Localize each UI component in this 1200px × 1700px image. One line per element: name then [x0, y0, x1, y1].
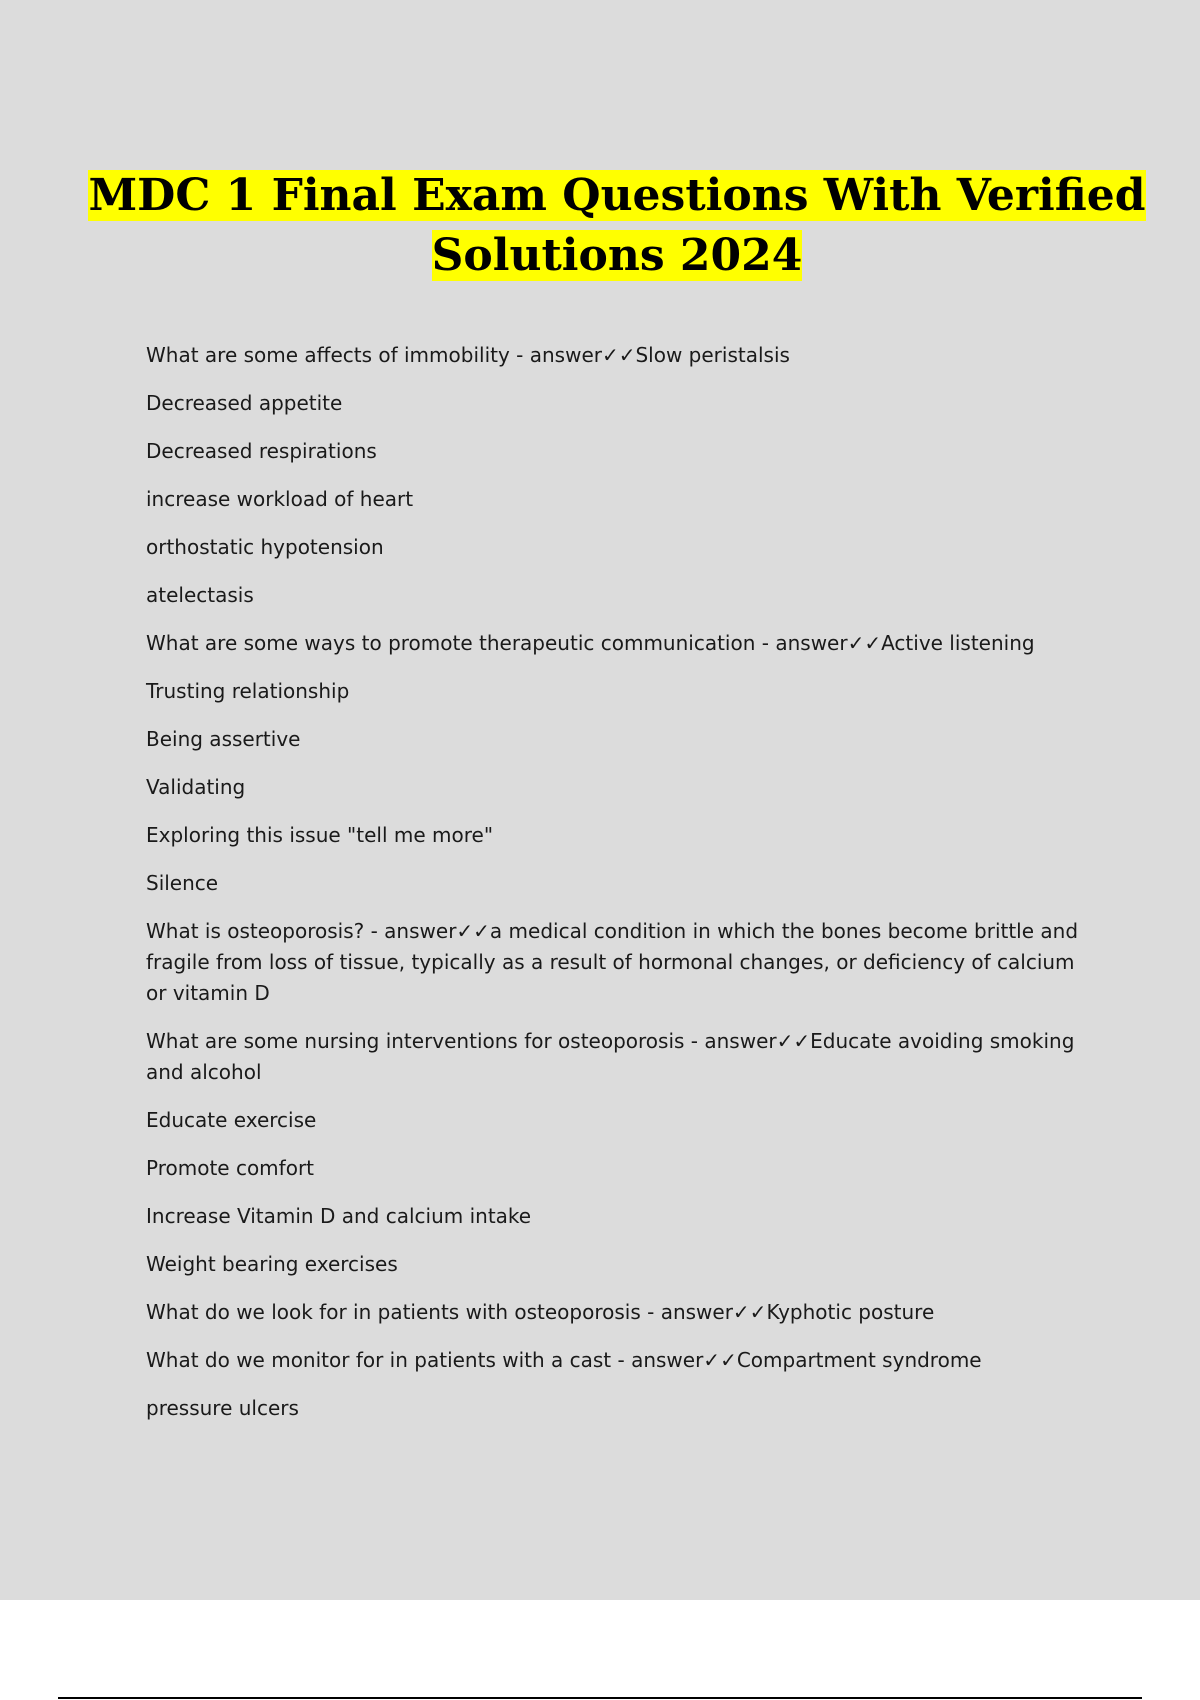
body-line: Exploring this issue "tell me more" [146, 823, 494, 847]
body-line: Weight bearing exercises [146, 1252, 398, 1276]
body-line: What is osteoporosis? - answer✓✓a medical condition in which the bones become brittle and fragile from loss of tissue, typically as a result of hormonal changes, or deficiency of calcium or vitamin D [146, 919, 1079, 1005]
body-line: What do we monitor for in patients with a cast - answer✓✓Compartment syndrome [146, 1348, 982, 1372]
body-line: Increase Vitamin D and calcium intake [146, 1204, 532, 1228]
body-line: Silence [146, 871, 219, 895]
title-line-1: MDC 1 Final Exam Questions With Verified [88, 170, 1146, 221]
body-line: Educate exercise [146, 1108, 317, 1132]
body-line: What are some nursing interventions for osteoporosis - answer✓✓Educate avoiding smoking and alcohol [146, 1029, 1075, 1084]
document-body [146, 340, 1086, 1441]
title-line-2: Solutions 2024 [431, 230, 803, 281]
body-line: Decreased respirations [146, 439, 377, 463]
body-line: Validating [146, 775, 246, 799]
body-line: orthostatic hypotension [146, 535, 384, 559]
body-line: What are some ways to promote therapeutic communication - answer✓✓Active listening [146, 631, 1035, 655]
body-line: atelectasis [146, 583, 254, 607]
body-line: Being assertive [146, 727, 301, 751]
body-line: pressure ulcers [146, 1396, 299, 1420]
body-line: Decreased appetite [146, 391, 343, 415]
body-line: What are some affects of immobility - answer✓✓Slow peristalsis [146, 343, 790, 367]
body-line: Trusting relationship [146, 679, 350, 703]
footer-divider [58, 1697, 1142, 1699]
body-line: increase workload of heart [146, 487, 414, 511]
document-title [60, 166, 1174, 286]
body-line: What do we look for in patients with osteoporosis - answer✓✓Kyphotic posture [146, 1300, 935, 1324]
body-line: Promote comfort [146, 1156, 315, 1180]
